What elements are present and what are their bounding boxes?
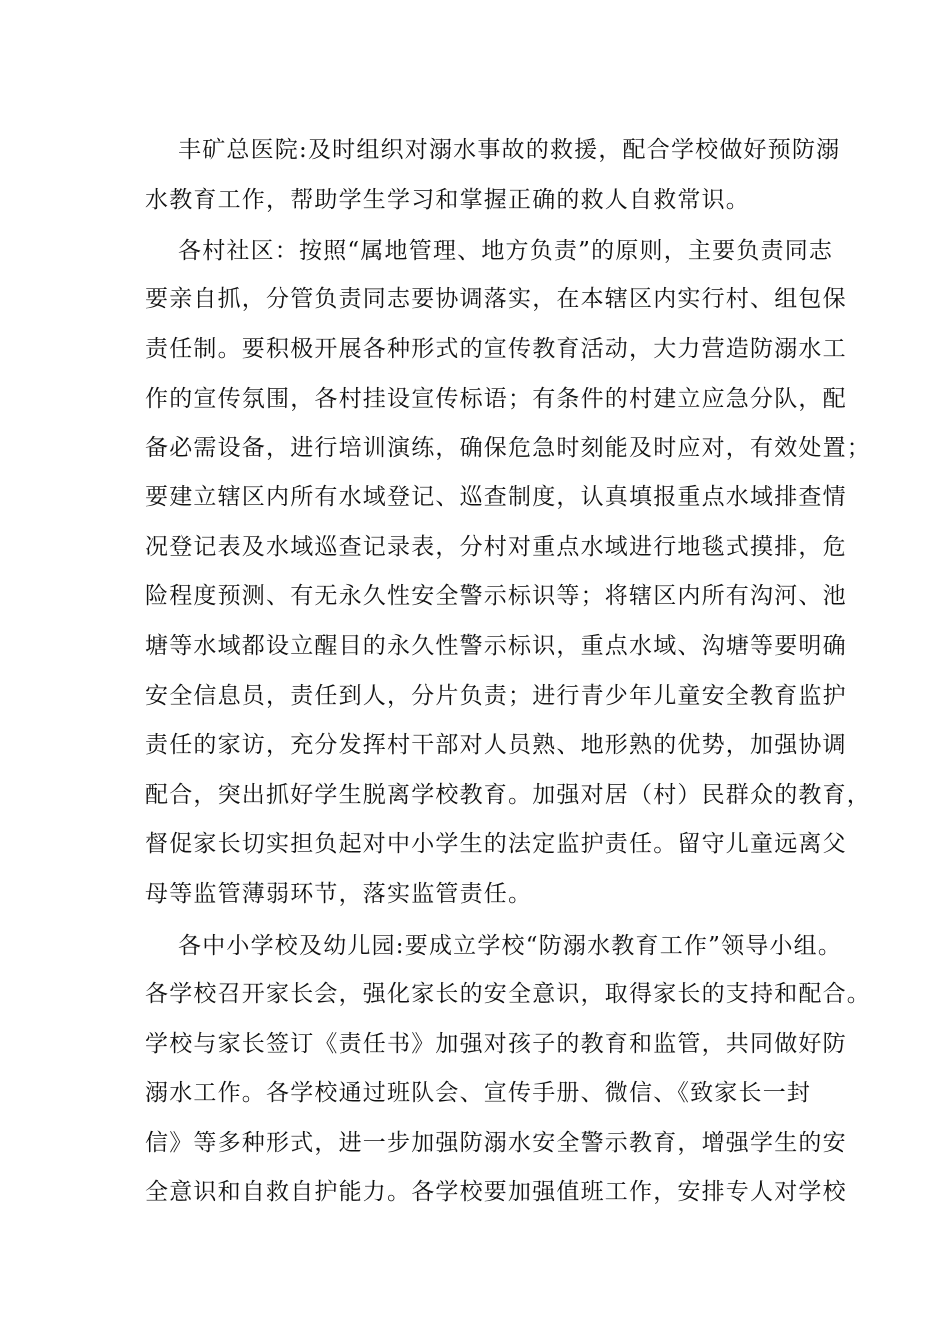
paragraph-line: 各中小学校及幼儿园:要成立学校“防溺水教育工作”领导小组。	[178, 933, 843, 959]
paragraph-line: 各村社区：按照“属地管理、地方负责”的原则，主要负责同志	[178, 238, 834, 264]
paragraph-line: 责任的家访，充分发挥村干部对人员熟、地形熟的优势，加强协调	[145, 732, 847, 758]
paragraph-line: 水教育工作，帮助学生学习和掌握正确的救人自救常识。	[145, 187, 750, 213]
paragraph-line: 要亲自抓，分管负责同志要协调落实，在本辖区内实行村、组包保	[145, 286, 847, 312]
paragraph-line: 安全信息员，责任到人，分片负责；进行青少年儿童安全教育监护	[145, 683, 847, 709]
paragraph-line: 作的宣传氛围，各村挂设宣传标语；有条件的村建立应急分队，配	[145, 386, 847, 412]
paragraph-line: 况登记表及水域巡查记录表，分村对重点水域进行地毯式摸排，危	[145, 534, 847, 560]
paragraph-line: 要建立辖区内所有水域登记、巡查制度，认真填报重点水域排查情	[145, 484, 847, 510]
paragraph-line: 险程度预测、有无永久性安全警示标识等；将辖区内所有沟河、池	[145, 583, 847, 609]
paragraph-line: 溺水工作。各学校通过班队会、宣传手册、微信、《致家长一封	[145, 1080, 812, 1106]
paragraph-line: 全意识和自救自护能力。各学校要加强值班工作，安排专人对学校	[145, 1179, 847, 1205]
paragraph-line: 配合，突出抓好学生脱离学校教育。加强对居（村）民群众的教育，	[145, 782, 871, 808]
paragraph-line: 母等监管薄弱环节，落实监管责任。	[145, 881, 533, 907]
paragraph-line: 学校与家长签订《责任书》加强对孩子的教育和监管，共同做好防	[145, 1031, 847, 1057]
paragraph-line: 丰矿总医院:及时组织对溺水事故的救援，配合学校做好预防溺	[178, 137, 841, 163]
paragraph-line: 备必需设备，进行培训演练，确保危急时刻能及时应对，有效处置；	[145, 435, 871, 461]
paragraph-line: 各学校召开家长会，强化家长的安全意识，取得家长的支持和配合。	[145, 981, 871, 1007]
paragraph-line: 塘等水域都设立醒目的永久性警示标识，重点水域、沟塘等要明确	[145, 633, 847, 659]
paragraph-line: 信》等多种形式，进一步加强防溺水安全警示教育，增强学生的安	[145, 1130, 847, 1156]
paragraph-line: 督促家长切实担负起对中小学生的法定监护责任。留守儿童远离父	[145, 831, 847, 857]
paragraph-line: 责任制。要积极开展各种形式的宣传教育活动，大力营造防溺水工	[145, 336, 847, 362]
